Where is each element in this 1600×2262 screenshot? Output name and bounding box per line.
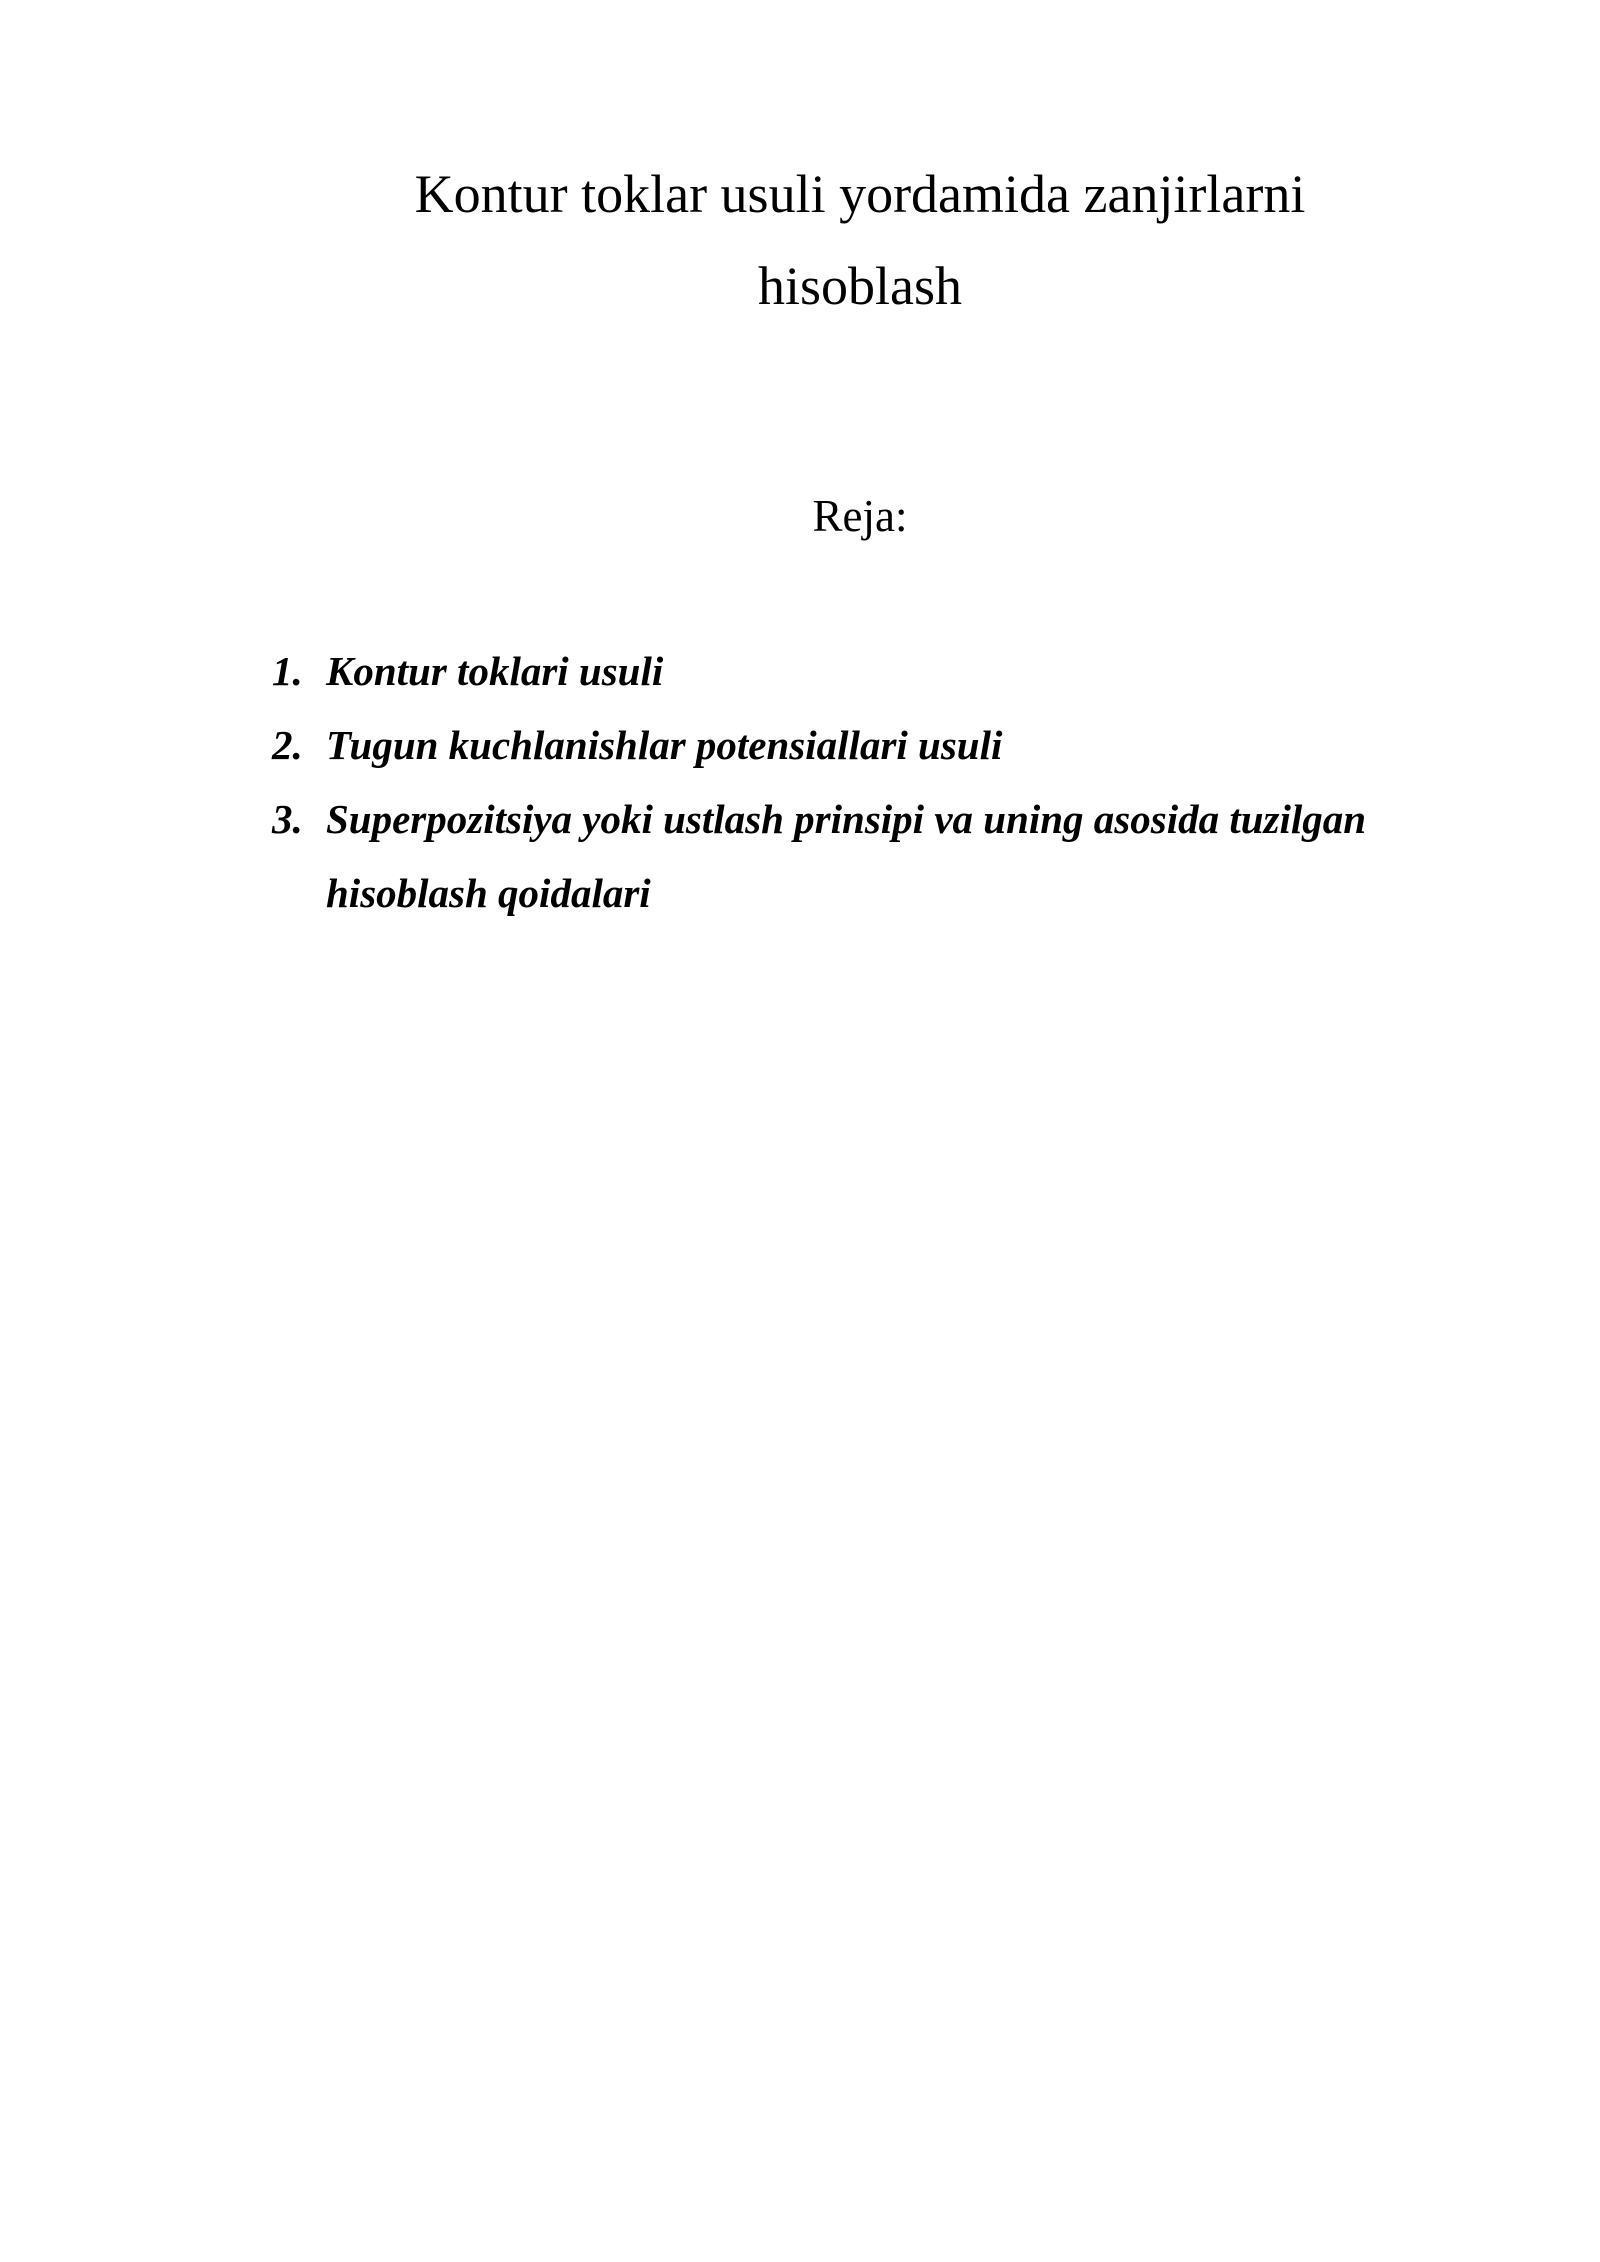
plan-item-number: 1.	[272, 648, 303, 694]
plan-list	[272, 634, 1452, 930]
plan-item-text: Kontur toklari usuli	[326, 648, 664, 694]
plan-item-number: 2.	[272, 722, 303, 768]
plan-heading: Reja:	[812, 491, 908, 541]
plan-item-3	[272, 782, 1452, 930]
plan-item-2	[272, 708, 1452, 782]
plan-item-1	[272, 634, 1452, 708]
plan-item-text: Superpozitsiya yoki ustlash prinsipi va uning asosida tuzilgan hisoblash qoidalari	[326, 796, 1367, 916]
document-title: Kontur toklar usuli yordamida zanjirlarni hisoblash	[414, 164, 1306, 316]
plan-item-number: 3.	[272, 796, 303, 842]
plan-item-text: Tugun kuchlanishlar potensiallari usuli	[326, 722, 1003, 768]
